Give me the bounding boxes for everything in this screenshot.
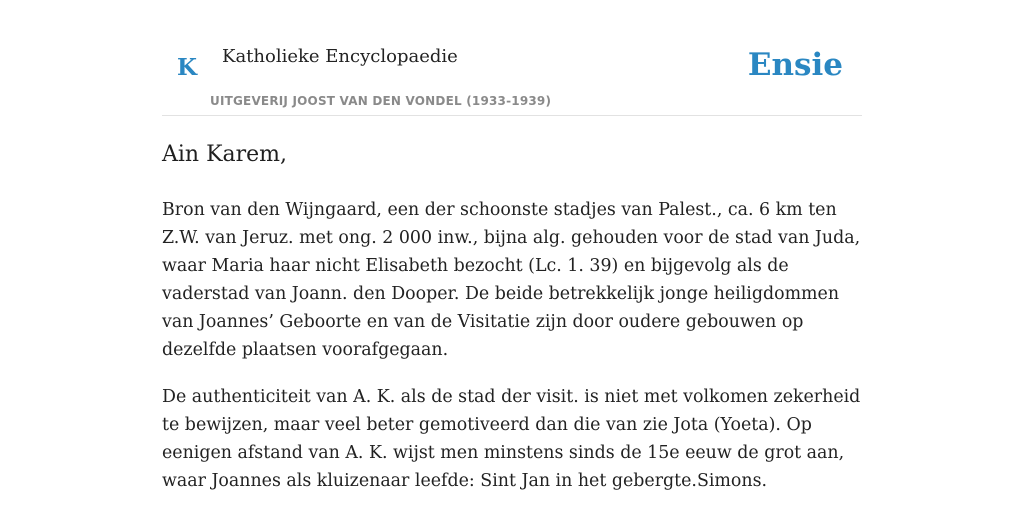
site-header: [162, 0, 862, 116]
publisher-label: UITGEVERIJ JOOST VAN DEN VONDEL (1933-1939): [210, 94, 552, 108]
article: [162, 139, 862, 512]
book-title-link[interactable]: Katholieke Encyclopaedie: [222, 46, 458, 67]
article-paragraph: Bron van den Wijngaard, een der schoonste stadjes van Palest., ca. 6 km ten Z.W. van Jeruz. met ong. 2 000 inw., bijna alg. gehouden voor de stad van Juda, waar Maria haar nicht Elisabeth bezocht (Lc. 1. 39) en bijgevolg als de vaderstad van Joann. den Dooper. De beide betrekkelijk jonge heiligdommen van Joannes’ Geboorte en van de Visitatie zijn door oudere gebouwen op dezelfde plaatsen voorafgegaan.: [162, 200, 861, 360]
ensie-logo[interactable]: Ensie: [747, 47, 843, 83]
article-title: Ain Karem,: [162, 142, 288, 167]
book-logo-icon[interactable]: K: [177, 54, 197, 81]
article-paragraph: De authenticiteit van A. K. als de stad der visit. is niet met volkomen zekerheid te bewijzen, maar veel beter gemotiveerd dan die van zie Jota (Yoeta). Op eenigen afstand van A. K. wijst men minstens sinds de 15e eeuw de grot aan, waar Joannes als kluizenaar leefde: Sint Jan in het gebergte.Simons.: [162, 387, 861, 491]
